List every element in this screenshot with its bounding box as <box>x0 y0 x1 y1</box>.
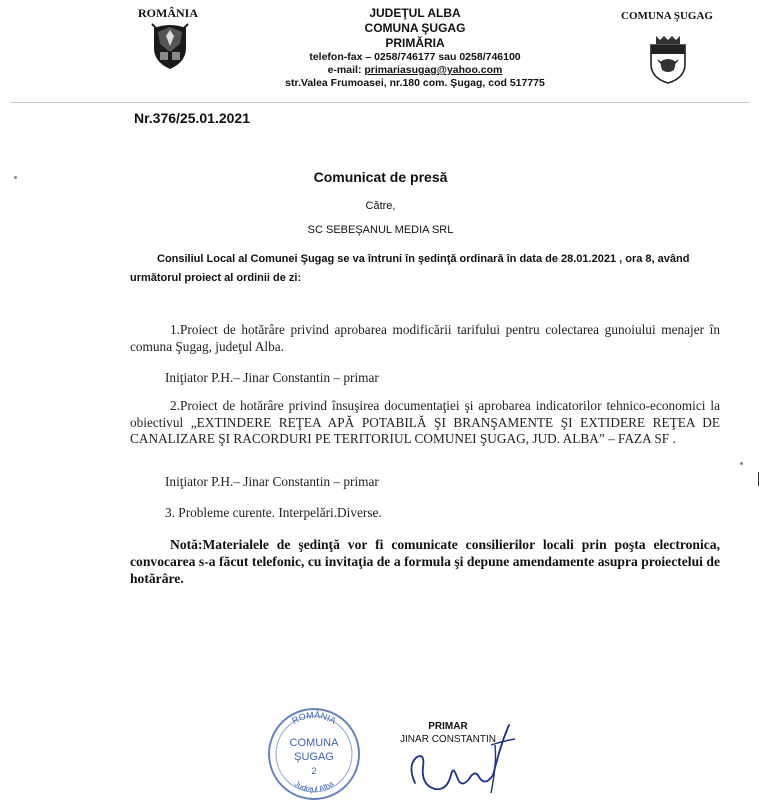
header-commune: COMUNA ŞUGAG <box>364 21 466 35</box>
header-email-prefix: e-mail: <box>327 64 365 76</box>
stamp-top-text: ROMÂNIA <box>290 709 338 726</box>
header-county: JUDEŢUL ALBA <box>369 6 461 20</box>
signature-name: JINAR CONSTANTIN <box>400 734 496 745</box>
stamp-line-1: COMUNA <box>289 737 339 749</box>
header-divider <box>10 102 750 103</box>
stamp-number: 2 <box>311 766 317 776</box>
agenda-item-3: 3. Probleme curente. Interpelări.Diverse. <box>165 505 382 520</box>
note-paragraph: Notă:Materialele de şedinţă vor fi comunicate consilierilor locali prin poşta electronica, convocarea s-a făcut telefonic, cu invitaţia de a formula şi depune amendamente asupra proiectelui de hotărâre. <box>130 537 720 586</box>
agenda-item-1: 1.Proiect de hotărâre privind aprobarea modificării tarifului pentru colectarea gunoiului menajer în comuna Şugag, judeţul Alba. <box>130 322 720 354</box>
handwritten-signature <box>395 705 525 800</box>
header-country: ROMÂNIA <box>138 6 198 20</box>
header-email-link[interactable]: primariasugag@yahoo.com <box>364 64 503 76</box>
stamp-bottom-text: Judeţul Alba <box>292 779 336 794</box>
stamp-line-2: ŞUGAG <box>294 751 334 763</box>
scan-speck <box>740 462 743 465</box>
agenda-item-2-initiator: Iniţiator P.H.– Jinar Constantin – primar <box>165 474 379 489</box>
header-phone: telefon-fax – 0258/746177 sau 0258/746100 <box>309 51 521 63</box>
agenda-item-1-initiator: Iniţiator P.H.– Jinar Constantin – primar <box>165 370 379 385</box>
header-email-line <box>250 64 580 77</box>
header-commune-label: COMUNA ŞUGAG <box>621 10 713 22</box>
header-office: PRIMĂRIA <box>385 36 445 50</box>
header-address: str.Valea Frumoasei, nr.180 com. Şugag, cod 517775 <box>285 77 545 89</box>
registration-number: Nr.376/25.01.2021 <box>134 110 250 126</box>
document-title: Comunicat de presă <box>313 169 448 185</box>
svg-text:Judeţul Alba <box>293 779 336 794</box>
signature-role: PRIMAR <box>428 721 468 732</box>
recipient-name: SC SEBEŞANUL MEDIA SRL <box>307 224 454 236</box>
scan-mark <box>758 472 759 486</box>
romania-coat-of-arms-icon <box>150 22 190 70</box>
official-stamp <box>262 702 366 800</box>
sugag-commune-emblem-icon <box>648 32 688 84</box>
agenda-item-2: 2.Proiect de hotărâre privind însuşirea documentaţiei şi aprobarea indicatorilor tehnico-economici la obiectivul „EXTINDERE REŢEA APĂ POTABILĂ ŞI BRANŞAMENTE ŞI EXTIDERE REŢEA DE CANALIZARE ŞI RACORDURI PE TERITORIUL COMUNEI ŞUGAG, JUD. ALBA” – FAZA SF . <box>130 398 720 446</box>
addressee-label: Către, <box>365 200 396 212</box>
scan-speck <box>14 176 17 179</box>
header-institution <box>250 6 580 90</box>
intro-paragraph: Consiliul Local al Comunei Şugag se va întruni în şedinţă ordinară în data de 28.01.2021 , ora 8, având următorul proiect al ordinii de zi: <box>130 253 690 284</box>
